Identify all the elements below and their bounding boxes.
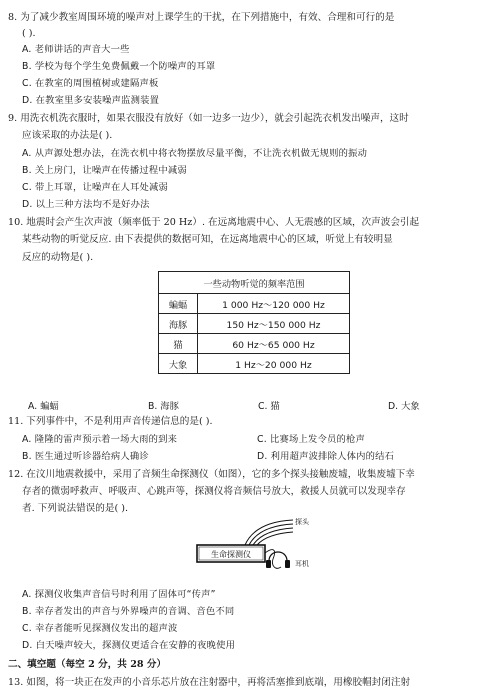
- q11-stem: 11. 下列事件中，不是利用声音传递信息的是( ).: [8, 416, 213, 427]
- table-caption: 一些动物听觉的频率范围: [159, 272, 350, 294]
- q8-stem-line1: 8. 为了减少教室周围环境的噪声对上课学生的干扰，在下列措施中，有效、合理和可行的是: [8, 12, 395, 23]
- q12-option-c: C. 幸存者能听见探测仪发出的超声波: [22, 623, 178, 634]
- probe-label: 探头: [295, 518, 309, 526]
- q8-option-b: B. 学校为每个学生免费佩戴一个防噪声的耳罩: [22, 61, 216, 72]
- q10-stem-line1: 10. 地震时会产生次声波（频率低于 20 Hz）. 在远离地震中心、人无震感的区域，次声波会引起: [8, 217, 420, 228]
- hearing-range-table: [158, 271, 350, 374]
- range-cell: 150 Hz～150 000 Hz: [198, 314, 350, 334]
- animal-cell: 海豚: [159, 314, 198, 334]
- animal-cell: 蝙蝠: [159, 294, 198, 314]
- q9-option-b: B. 关上房门，让噪声在传播过程中减弱: [22, 165, 187, 176]
- q10-option-d: D. 大象: [388, 401, 420, 412]
- earphone-label: 耳机: [295, 560, 309, 568]
- q9-stem-line1: 9. 用洗衣机洗衣服时，如果衣服没有放好（如一边多一边少），就会引起洗衣机发出噪声，这时: [8, 113, 409, 124]
- range-cell: 60 Hz～65 000 Hz: [198, 334, 350, 354]
- table-row: [159, 294, 350, 314]
- q9-option-a: A. 从声源处想办法，在洗衣机中将衣物摆放尽量平衡，不让洗衣机做无规则的振动: [22, 148, 368, 159]
- life-detector-figure: [195, 515, 315, 575]
- animal-cell: 大象: [159, 354, 198, 374]
- q12-stem-line2: 存者的微弱呼救声、呼吸声、心跳声等，探测仪将音频信号放大，救援人员就可以发现幸存: [22, 486, 406, 497]
- table-row: [159, 334, 350, 354]
- q9-option-d: D. 以上三种方法均不是好办法: [22, 199, 150, 210]
- q13-stem-line1: 13. 如图，将一块正在发声的小音乐芯片放在注射器中，再将活塞推到底端，用橡胶帽封闭注射: [8, 677, 411, 688]
- q8-option-a: A. 老师讲话的声音大一些: [22, 44, 130, 55]
- q10-stem-line2: 某些动物的听觉反应. 由下表提供的数据可知，在远离地震中心的区域，听觉上有较明显: [22, 234, 393, 245]
- range-cell: 1 000 Hz～120 000 Hz: [198, 294, 350, 314]
- device-label: 生命探测仪: [211, 550, 251, 559]
- q8-option-c: C. 在教室的周围植树或建隔声板: [22, 78, 159, 89]
- q11-option-b: B. 医生通过听诊器给病人确诊: [22, 451, 149, 462]
- q9-stem-line2: 应该采取的办法是( ).: [22, 130, 113, 141]
- q12-stem-line3: 者. 下列说法错误的是( ).: [22, 503, 129, 514]
- table-row: [159, 354, 350, 374]
- q10-option-b: B. 海豚: [148, 401, 179, 412]
- q10-stem-line3: 反应的动物是( ).: [22, 252, 94, 263]
- range-cell: 1 Hz～20 000 Hz: [198, 354, 350, 374]
- q9-option-c: C. 带上耳罩，让噪声在人耳处减弱: [22, 182, 168, 193]
- section-heading: 二、填空题（每空 2 分，共 28 分）: [8, 659, 167, 670]
- q12-option-a: A. 探测仪收集声音信号时利用了固体可“传声”: [22, 589, 216, 600]
- q12-option-d: D. 白天噪声较大，探测仪更适合在安静的夜晚使用: [22, 640, 236, 651]
- q10-option-c: C. 猫: [258, 401, 280, 412]
- table-row: [159, 314, 350, 334]
- animal-cell: 猫: [159, 334, 198, 354]
- q11-option-c: C. 比赛场上发令员的枪声: [257, 434, 365, 445]
- q12-option-b: B. 幸存者发出的声音与外界噪声的音调、音色不同: [22, 606, 235, 617]
- q10-option-a: A. 蝙蝠: [28, 401, 59, 412]
- q11-option-a: A. 隆隆的雷声预示着一场大雨的到来: [22, 434, 178, 445]
- q12-stem-line1: 12. 在汶川地震救援中，采用了音频生命探测仪（如图），它的多个探头接触废墟，收集废墟下幸: [8, 469, 415, 480]
- q8-stem-line2: ( ).: [22, 28, 36, 39]
- q11-option-d: D. 利用超声波排除人体内的结石: [257, 451, 395, 462]
- q8-option-d: D. 在教室里多安装噪声监测装置: [22, 95, 160, 106]
